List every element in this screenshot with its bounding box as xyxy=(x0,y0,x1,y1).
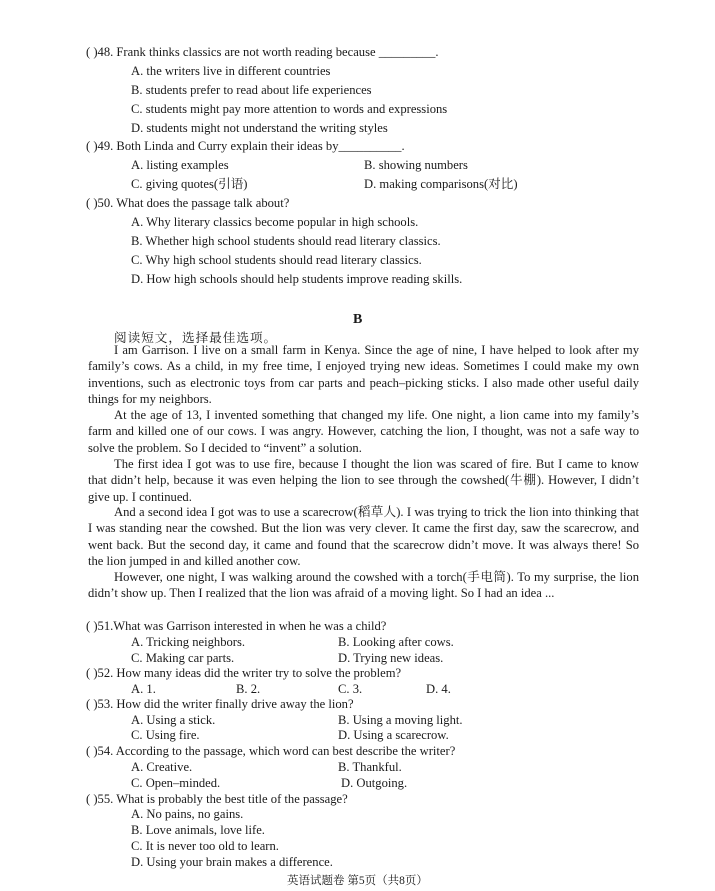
question-50-stem: ( )50. What does the passage talk about? xyxy=(86,196,290,210)
section-instruction: 阅读短文，选择最佳选项。 xyxy=(114,331,278,345)
question-51-option-b: B. Looking after cows. xyxy=(338,635,454,649)
question-52-option-b: B. 2. xyxy=(236,682,261,696)
question-50-option-b: B. Whether high school students should read literary classics. xyxy=(131,234,441,248)
question-52-stem: ( )52. How many ideas did the writer try to solve the problem? xyxy=(86,666,402,680)
question-50-option-a: A. Why literary classics become popular in high schools. xyxy=(131,215,419,229)
question-54-option-a: A. Creative. xyxy=(131,760,193,774)
question-49-option-c: C. giving quotes(引语) xyxy=(131,177,248,191)
question-53-stem: ( )53. How did the writer finally drive away the lion? xyxy=(86,697,354,711)
question-55-option-b: B. Love animals, love life. xyxy=(131,823,265,837)
question-48-option-d: D. students might not understand the writing styles xyxy=(131,121,388,135)
passage-paragraph-1: I am Garrison. I live on a small farm in Kenya. Since the age of nine, I have helped to look after my family’s cows. As a child, in my free time, I enjoyed trying new ideas. Sometimes I could make my own inventions, such as electronic toys from car parts and peach–picking sticks. I also made other useful daily things for my neighbors. xyxy=(88,343,639,406)
question-53-option-b: B. Using a moving light. xyxy=(338,713,463,727)
passage-paragraph-2: At the age of 13, I invented something that changed my life. One night, a lion came into my family’s farm and killed one of our cows. I was angry. However, catching the lion, I thought, was not a safe way to solve the problem. So I decided to “invent” a solution. xyxy=(88,408,639,455)
question-51-stem: ( )51.What was Garrison interested in when he was a child? xyxy=(86,619,387,633)
passage-paragraph-5: However, one night, I was walking around the cowshed with a torch(手电筒). To my surprise, the lion didn’t show up. Then I realized that the lion was afraid of a moving light. So I had an idea ... xyxy=(88,570,639,601)
question-55-stem: ( )55. What is probably the best title of the passage? xyxy=(86,792,348,806)
question-54-option-c: C. Open–minded. xyxy=(131,776,221,790)
question-54-stem: ( )54. According to the passage, which word can best describe the writer? xyxy=(86,744,456,758)
question-55-option-a: A. No pains, no gains. xyxy=(131,807,244,821)
question-51-option-a: A. Tricking neighbors. xyxy=(131,635,246,649)
question-54-option-b: B. Thankful. xyxy=(338,760,402,774)
question-48-stem: ( )48. Frank thinks classics are not worth reading because _________. xyxy=(86,45,439,59)
question-49-option-b: B. showing numbers xyxy=(364,158,468,172)
question-52-option-a: A. 1. xyxy=(131,682,156,696)
passage-paragraph-4: And a second idea I got was to use a scarecrow(稻草人). I was trying to trick the lion into thinking that I was standing near the cowshed. But the lion was very clever. It came the first day, saw the scarecrow, and went back. But the second day, it came and found that the scarecrow didn’t move. It was always there! So the lion jumped in and killed another cow. xyxy=(88,505,639,568)
question-50-option-d: D. How high schools should help students improve reading skills. xyxy=(131,272,463,286)
page-footer: 英语试题卷 第5页（共8页） xyxy=(287,875,428,887)
question-51-option-c: C. Making car parts. xyxy=(131,651,235,665)
question-53-option-c: C. Using fire. xyxy=(131,728,200,742)
question-49-stem: ( )49. Both Linda and Curry explain their ideas by__________. xyxy=(86,139,405,153)
passage-paragraph-3: The first idea I got was to use fire, because I thought the lion was scared of fire. But I came to know that didn’t help, because it was even helping the lion to see through the cowshed(牛棚). However, I didn’t give up. I continued. xyxy=(88,457,639,504)
question-48-option-c: C. students might pay more attention to words and expressions xyxy=(131,102,448,116)
question-49-option-d: D. making comparisons(对比) xyxy=(364,177,518,191)
question-48-option-a: A. the writers live in different countries xyxy=(131,64,331,78)
question-54-option-d: D. Outgoing. xyxy=(341,776,408,790)
question-52-option-d: D. 4. xyxy=(426,682,451,696)
question-48-option-b: B. students prefer to read about life experiences xyxy=(131,83,372,97)
section-heading: B xyxy=(353,312,363,327)
question-49-option-a: A. listing examples xyxy=(131,158,229,172)
question-52-option-c: C. 3. xyxy=(338,682,363,696)
question-53-option-d: D. Using a scarecrow. xyxy=(338,728,449,742)
question-55-option-d: D. Using your brain makes a difference. xyxy=(131,855,333,869)
question-51-option-d: D. Trying new ideas. xyxy=(338,651,444,665)
question-50-option-c: C. Why high school students should read literary classics. xyxy=(131,253,422,267)
question-53-option-a: A. Using a stick. xyxy=(131,713,216,727)
question-55-option-c: C. It is never too old to learn. xyxy=(131,839,279,853)
